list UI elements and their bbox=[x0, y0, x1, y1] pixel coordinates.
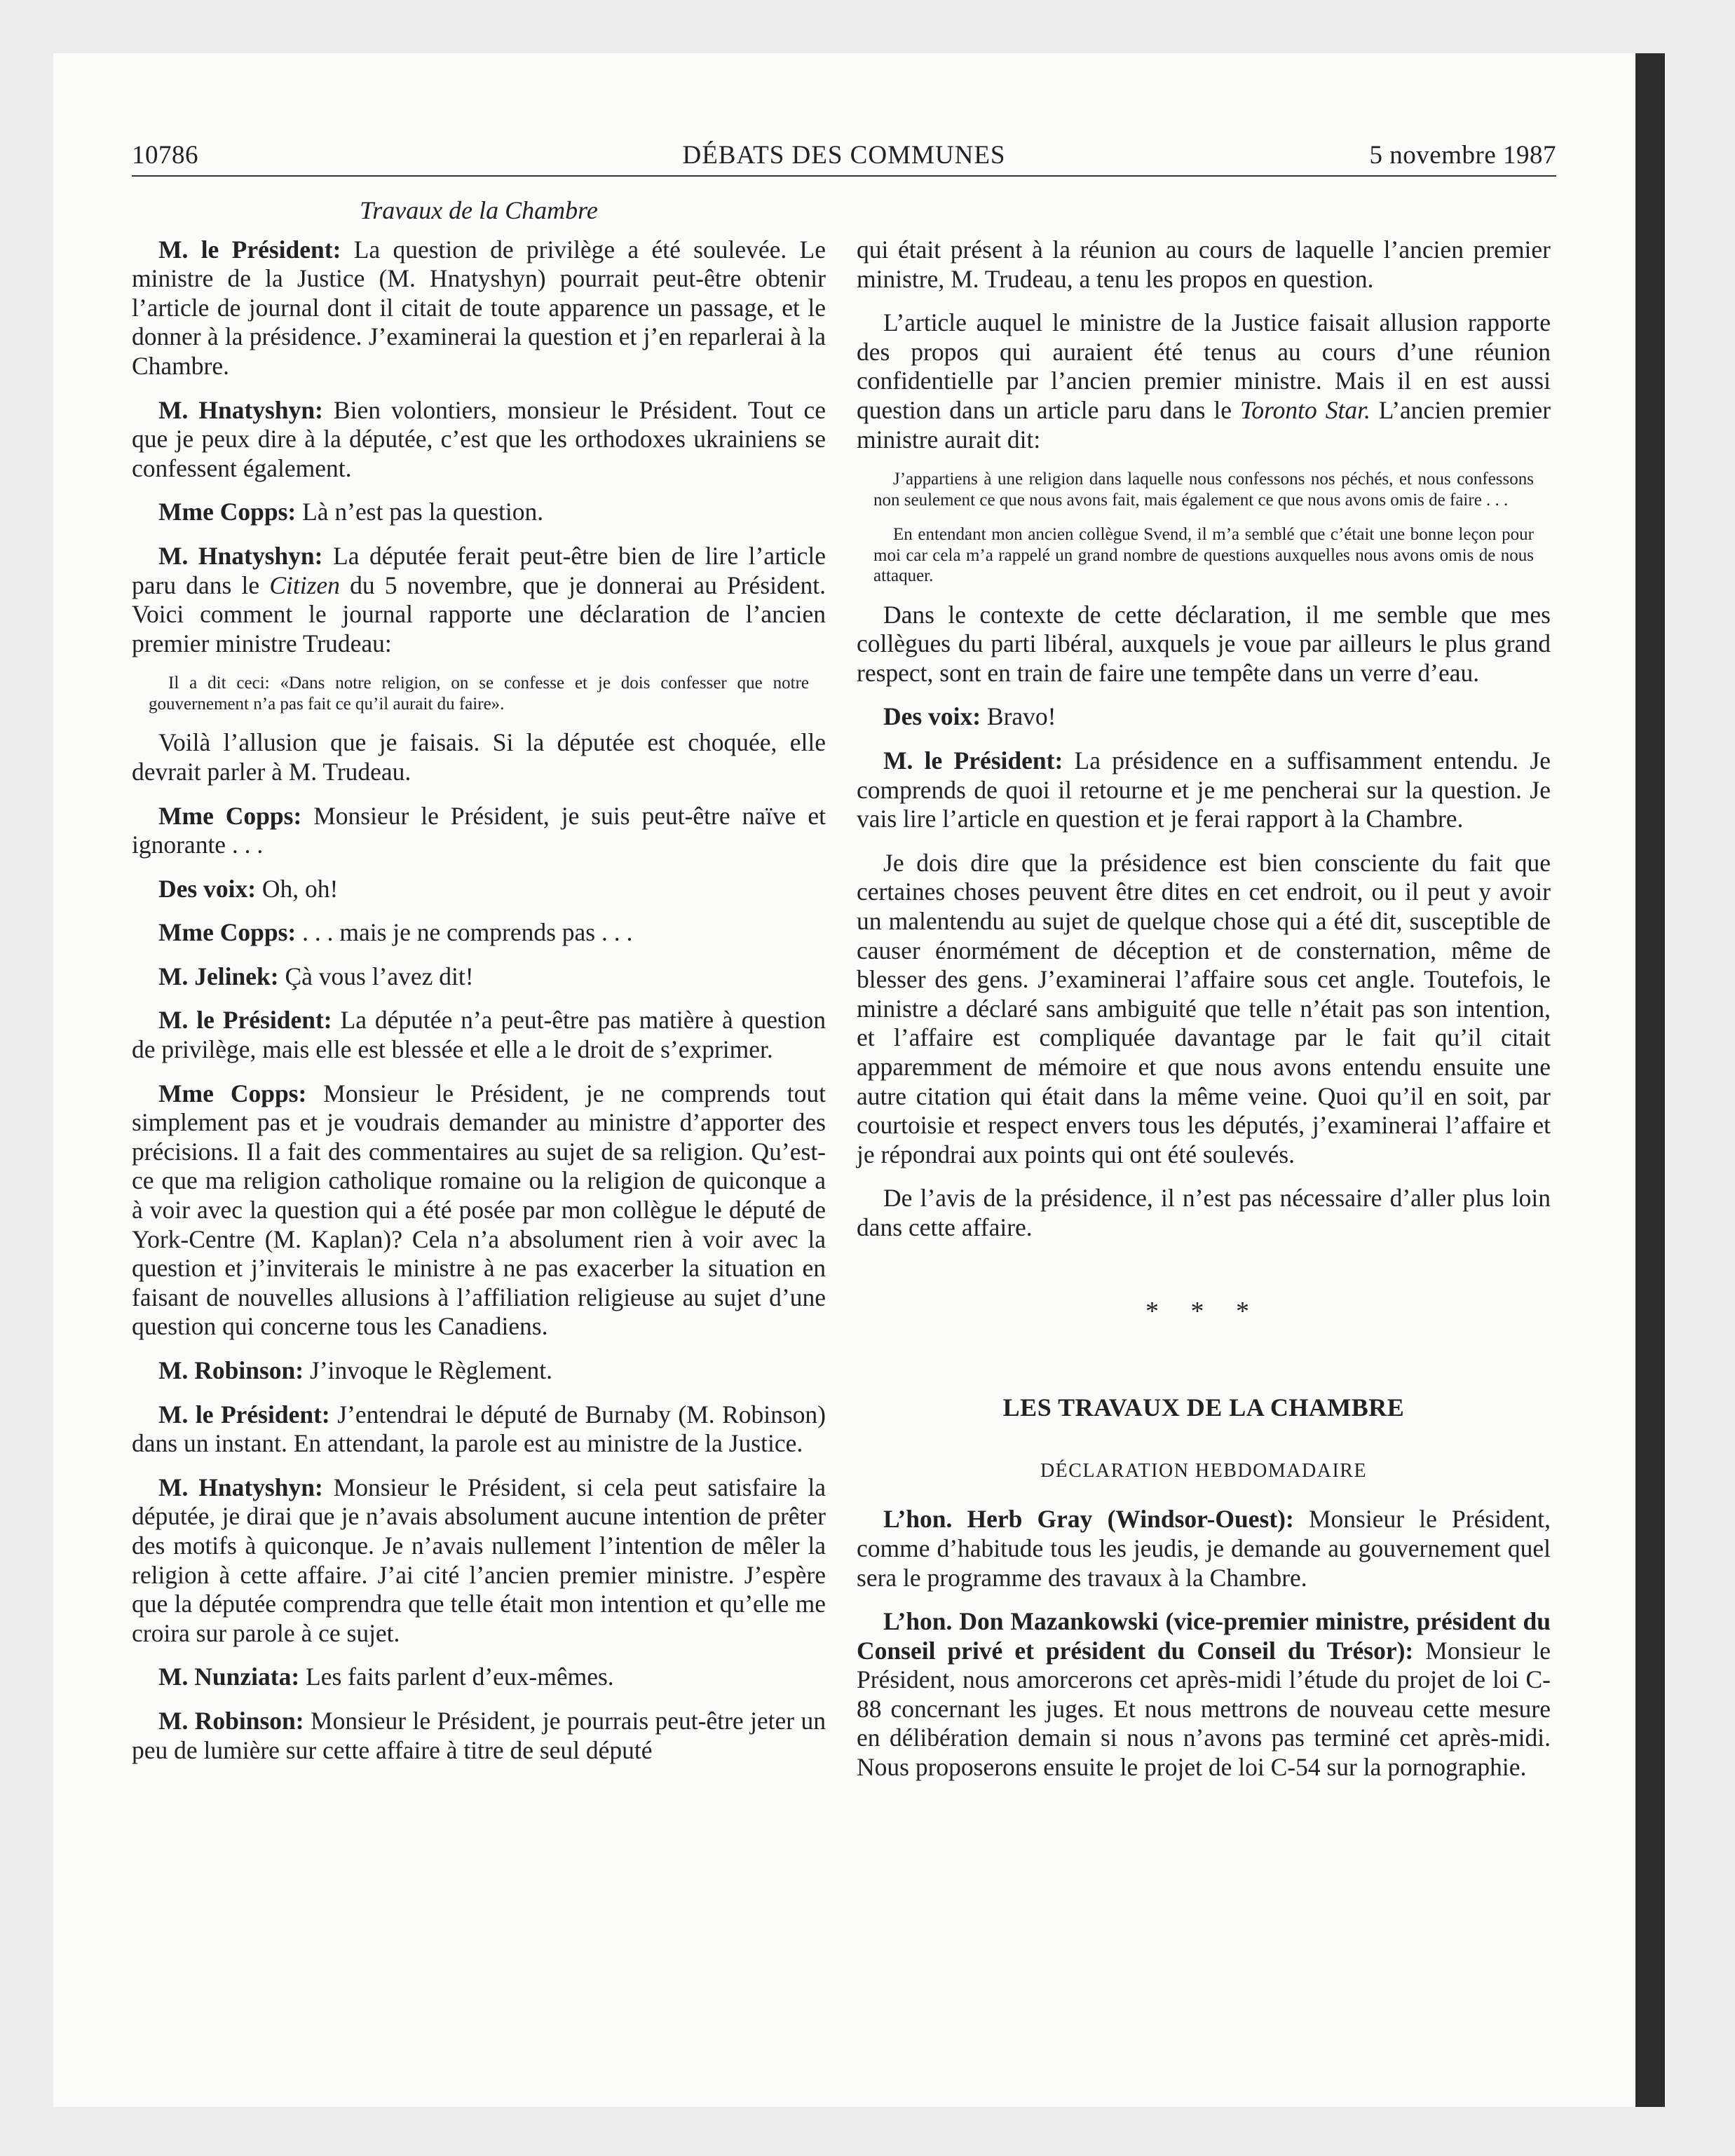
speaker: M. le Président: bbox=[158, 235, 341, 264]
paragraph: M. Nunziata: Les faits parlent d’eux-mêmes. bbox=[158, 1663, 614, 1691]
running-title: Travaux de la Chambre bbox=[360, 196, 598, 224]
paragraph: Mme Copps: . . . mais je ne comprends pas . . . bbox=[158, 918, 633, 947]
quotation: J’appartiens à une religion dans laquelle nous confessons nos péchés, et nous confessons non seulement ce que nous avons fait, mais également ce que nous avons omis de faire . . . bbox=[873, 470, 1534, 510]
publication-title: DÉBATS DES COMMUNES bbox=[682, 141, 1006, 170]
paragraph: L’hon. Herb Gray (Windsor-Ouest): Monsieur le Président, comme d’habitude tous les jeudis, je demande au gouvernement quel sera le programme des travaux à la Chambre. bbox=[857, 1505, 1551, 1592]
paragraph: M. le Président: La députée n’a peut-être pas matière à question de privilège, mais elle est blessée et elle a le droit de s’exprimer. bbox=[132, 1006, 826, 1064]
paragraph: Des voix: Oh, oh! bbox=[158, 874, 339, 903]
paragraph: M. Robinson: J’invoque le Règlement. bbox=[158, 1356, 553, 1384]
publication-name: Citizen bbox=[269, 571, 340, 599]
speaker: L’hon. Don Mazankowski (vice-premier ministre, président du Conseil privé et président du Conseil du Trésor): bbox=[857, 1607, 1551, 1665]
paragraph: Voilà l’allusion que je faisais. Si la députée est choquée, elle devrait parler à M. Trudeau. bbox=[132, 728, 826, 786]
speaker: Mme Copps: bbox=[158, 918, 297, 947]
paragraph: Dans le contexte de cette déclaration, il me semble que mes collègues du parti libéral, auxquels je voue par ailleurs le plus grand respect, sont en train de faire une tempête dans un verre d’eau. bbox=[857, 600, 1551, 687]
speaker: M. Jelinek: bbox=[158, 962, 279, 990]
paragraph: M. Jelinek: Çà vous l’avez dit! bbox=[158, 962, 474, 990]
paragraph: M. Hnatyshyn: Monsieur le Président, si cela peut satisfaire la députée, je dirai que je n’avais absolument aucune intention de prêter des motifs à quiconque. Je n’avais nullement l’intention de mêler la religion à cette affaire. J’ai cité l’ancien premier ministre. J’espère que la députée comprendra que telle était mon intention et qu’elle me croira sur parole à ce sujet. bbox=[132, 1473, 826, 1647]
speaker: M. le Président: bbox=[158, 1006, 332, 1035]
speaker: Mme Copps: bbox=[158, 1079, 307, 1107]
speaker: L’hon. Herb Gray (Windsor-Ouest): bbox=[883, 1505, 1294, 1534]
paragraph: De l’avis de la présidence, il n’est pas nécessaire d’aller plus loin dans cette affaire. bbox=[857, 1184, 1551, 1241]
paragraph: Mme Copps: Là n’est pas la question. bbox=[158, 498, 544, 526]
speaker: M. Hnatyshyn: bbox=[158, 541, 323, 570]
paragraph: M. Hnatyshyn: Bien volontiers, monsieur le Président. Tout ce que je peux dire à la députée, c’est que les orthodoxes ukrainiens se confessent également. bbox=[132, 395, 826, 482]
paragraph: qui était présent à la réunion au cours de laquelle l’ancien premier ministre, M. Trudeau, a tenu les propos en question. bbox=[857, 236, 1551, 293]
scan-edge bbox=[1635, 53, 1665, 2107]
header-rule bbox=[132, 175, 1556, 177]
speaker: Mme Copps: bbox=[158, 498, 297, 526]
page-header bbox=[132, 140, 1556, 179]
speaker: M. le Président: bbox=[158, 1400, 330, 1428]
speaker: M. Hnatyshyn: bbox=[158, 395, 323, 424]
paragraph: M. Hnatyshyn: La députée ferait peut-être bien de lire l’article paru dans le Citizen du 5 novembre, que je donnerai au Président. Voici comment le journal rapporte une déclaration de l’ancien premier ministre Trudeau: bbox=[132, 541, 826, 657]
paragraph: M. le Président: J’entendrai le député de Burnaby (M. Robinson) dans un instant. En attendant, la parole est au ministre de la Justice. bbox=[132, 1400, 826, 1458]
left-column bbox=[132, 191, 826, 1780]
paragraph: Mme Copps: Monsieur le Président, je ne comprends tout simplement pas et je voudrais demander au ministre d’apporter des précisions. Il a fait des commentaires au sujet de sa religion. Qu’est-ce que ma religion catholique romaine ou la religion de quiconque a à voir avec la question qui a été posée par mon collègue le député de York-Centre (M. Kaplan)? Cela n’a absolument rien à voir avec la question et j’inviterais le ministre à ne pas exacerber la situation en faisant de nouvelles allusions à l’affiliation religieuse au sujet d’une question qui concerne tous les Canadiens. bbox=[132, 1079, 826, 1341]
speaker: M. le Président: bbox=[883, 746, 1063, 775]
speaker: Des voix: bbox=[883, 702, 981, 731]
speaker: M. Robinson: bbox=[158, 1706, 304, 1735]
right-column bbox=[857, 236, 1551, 1797]
paragraph: L’hon. Don Mazankowski (vice-premier ministre, président du Conseil privé et président du Conseil du Trésor): Monsieur le Président, nous amorcerons cet après-midi l’étude du projet de loi C-88 concernant les juges. Et nous mettrons de nouveau cette mesure en délibération demain si nous n’avons pas terminé cet après-midi. Nous proposerons ensuite le projet de loi C-54 sur la pornographie. bbox=[857, 1607, 1551, 1782]
section-title: LES TRAVAUX DE LA CHAMBRE bbox=[1002, 1393, 1405, 1422]
paragraph: M. le Président: La présidence en a suffisamment entendu. Je comprends de quoi il retourne et je me pencherai sur la question. Je vais lire l’article en question et je ferai rapport à la Chambre. bbox=[857, 746, 1551, 833]
speaker: Des voix: bbox=[158, 874, 257, 903]
paragraph: M. Robinson: Monsieur le Président, je pourrais peut-être jeter un peu de lumière sur cette affaire à titre de seul député bbox=[132, 1706, 826, 1764]
paragraph: M. le Président: La question de privilège a été soulevée. Le ministre de la Justice (M. Hnatyshyn) pourrait peut-être obtenir l’article de journal dont il citait de toute apparence un passage, et le donner à la présidence. J’examinerai la question et j’en reparlerai à la Chambre. bbox=[132, 235, 826, 380]
paragraph: L’article auquel le ministre de la Justice faisait allusion rapporte des propos qui auraient été tenus au cours d’une réunion confidentielle par l’ancien premier ministre. Mais il en est aussi question dans un article paru dans le Toronto Star. L’ancien premier ministre aurait dit: bbox=[857, 308, 1551, 453]
speaker: M. Robinson: bbox=[158, 1356, 304, 1384]
quotation: En entendant mon ancien collègue Svend, il m’a semblé que c’était une bonne leçon pour moi car cela m’a rappelé un grand nombre de questions auxquelles nous avons omis de nous attaquer. bbox=[873, 525, 1534, 586]
speaker: M. Nunziata: bbox=[158, 1663, 300, 1691]
quotation: Il a dit ceci: «Dans notre religion, on se confesse et je dois confesser que notre gouvernement n’a pas fait ce qu’il aurait du faire». bbox=[149, 674, 809, 714]
page-number: 10786 bbox=[132, 141, 198, 170]
paragraph: Des voix: Bravo! bbox=[883, 702, 1056, 731]
header-date: 5 novembre 1987 bbox=[1369, 141, 1556, 170]
publication-name: Toronto Star. bbox=[1239, 395, 1370, 424]
paragraph: Je dois dire que la présidence est bien consciente du fait que certaines choses peuvent être dites en cet endroit, ou il peut y avoir un malentendu au sujet de quelque chose qui a été dit, susceptible de causer énormément de déception et de consternation, même de blesser des gens. J’examinerai l’affaire sous cet angle. Toutefois, le ministre a déclaré sans ambiguité que telle n’était pas son intention, et l’affaire est compliquée davantage par le fait qu’il citait apparemment de mémoire et que nous avons entendu ensuite une autre citation qui était dans la même veine. Quoi qu’il en soit, par courtoisie et respect envers tous les députés, j’examinerai l’affaire et je répondrai aux points qui ont été soulevés. bbox=[857, 848, 1551, 1168]
paragraph: Mme Copps: Monsieur le Président, je suis peut-être naïve et ignorante . . . bbox=[132, 801, 826, 859]
section-subtitle: DÉCLARATION HEBDOMADAIRE bbox=[1040, 1459, 1368, 1482]
section-separator: * * * bbox=[1145, 1296, 1262, 1326]
speaker: M. Hnatyshyn: bbox=[158, 1473, 323, 1501]
speaker: Mme Copps: bbox=[158, 801, 302, 830]
